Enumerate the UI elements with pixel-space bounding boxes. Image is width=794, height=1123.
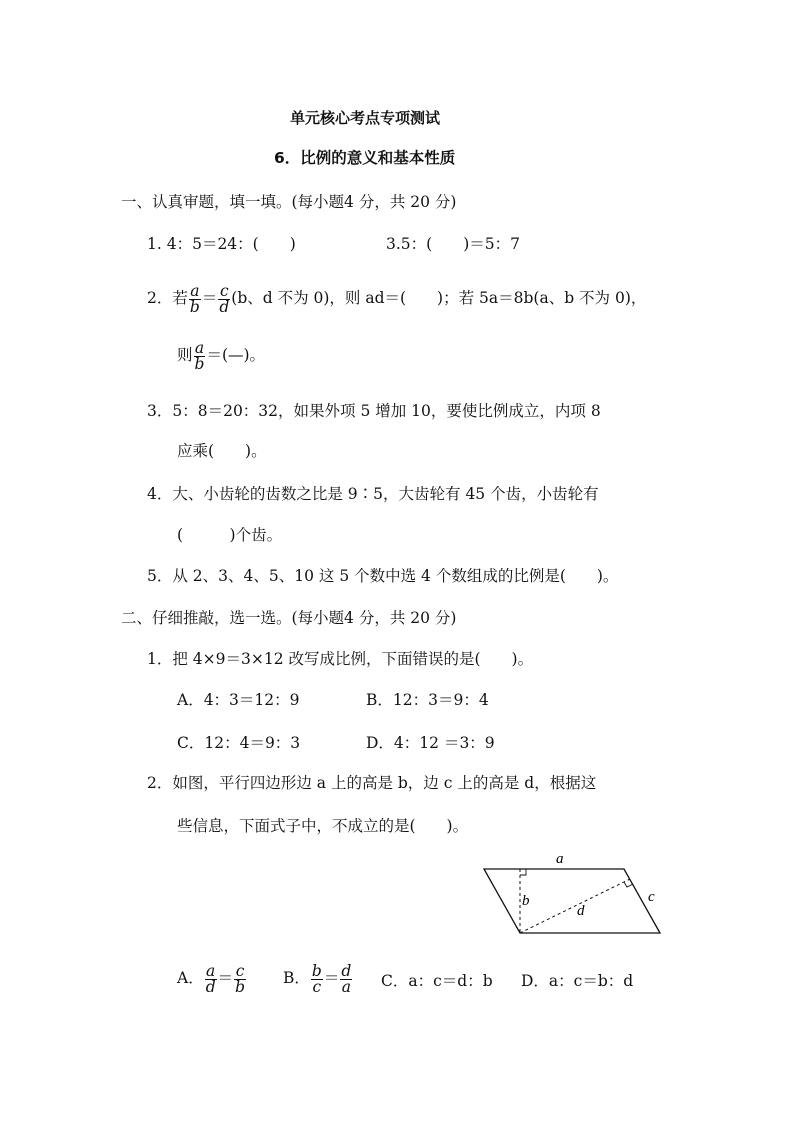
label-b: b	[522, 893, 530, 909]
option-2-2-d: D．a：c＝b：d	[521, 972, 634, 990]
question-1-5: 5．从 2、3、4、5、10 这 5 个数中选 4 个数组成的比例是( )。	[147, 567, 619, 585]
question-1-1: 1. 4：5＝24：( )	[147, 235, 296, 253]
right-angle-mark-b	[520, 869, 526, 875]
parallelogram-shape	[484, 869, 660, 933]
height-d-line	[520, 879, 630, 933]
page-title: 单元核心考点专项测试	[290, 109, 441, 127]
question-2-2-line2: 些信息，下面式子中，不成立的是( )。	[177, 817, 469, 835]
option-2-2-c: C．a：c＝d：b	[381, 972, 493, 990]
label-c: c	[648, 889, 655, 905]
question-1-3: 3.5：( )＝5：7	[386, 235, 520, 253]
question-1-2-line2: 则 $\frac{a}{b}$ ＝(—)。	[177, 338, 266, 373]
question-2-2-line1: 2．如图，平行四边形边 a 上的高是 b，边 c 上的高是 d，根据这	[147, 774, 597, 792]
fraction-a-over-b: $\frac{a}{b}$	[189, 281, 200, 316]
label-d: d	[577, 903, 585, 919]
q2-condition: (b、d 不为 0)，则 ad＝( )；若 5a＝8b(a、b 不为 0)，	[231, 289, 647, 307]
question-1-4-line2: ( )个齿。	[177, 526, 283, 544]
label-a: a	[556, 851, 564, 867]
option-2-2-a: A． $\frac{a}{d}$ ＝ $\frac{c}{b}$	[177, 961, 246, 996]
option-2-1-b: B．12：3＝9：4	[366, 691, 489, 709]
fraction-a-over-b-answer: $\frac{a}{b}$	[194, 338, 205, 373]
question-1-4-line1: 4．大、小齿轮的齿数之比是 9∶5，大齿轮有 45 个齿，小齿轮有	[147, 485, 599, 503]
page-subtitle: 6．比例的意义和基本性质	[274, 149, 456, 167]
q2-number: 2．若	[147, 289, 188, 307]
question-1-2-line1: 2．若 $\frac{a}{b}$ ＝ $\frac{c}{d}$ (b、d 不为 0)，则 ad＝( )；若 5a＝8b(a、b 不为 0)，	[147, 281, 647, 316]
option-2-1-c: C．12：4＝9：3	[177, 734, 301, 752]
question-1-3-line1: 3．5：8＝20：32，如果外项 5 增加 10，要使比例成立，内项 8	[147, 402, 601, 420]
option-2-2-b: B． $\frac{b}{c}$ ＝ $\frac{d}{a}$	[283, 961, 352, 996]
question-2-1: 1．把 4×9＝3×12 改写成比例，下面错误的是( )。	[147, 650, 534, 668]
section-1-heading: 一、认真审题，填一填。(每小题4 分，共 20 分)	[121, 193, 457, 211]
option-2-1-d: D．4：12 ＝3：9	[366, 734, 495, 752]
section-2-heading: 二、仔细推敲，选一选。(每小题4 分，共 20 分)	[121, 609, 457, 627]
question-1-3-line2: 应乘( )。	[177, 442, 267, 460]
fraction-c-over-d: $\frac{c}{d}$	[219, 281, 230, 316]
option-2-1-a: A．4：3＝12：9	[177, 691, 300, 709]
parallelogram-figure	[480, 845, 680, 945]
